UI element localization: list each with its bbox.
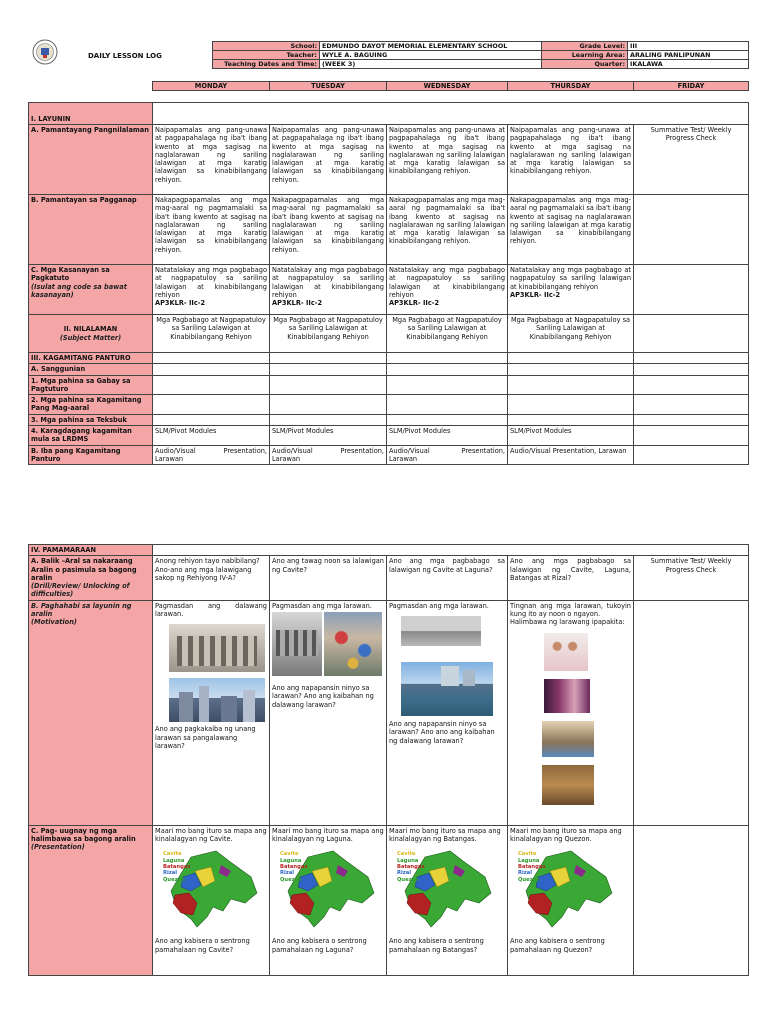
calabarzon-map-monday: [155, 847, 267, 933]
presentation-thursday-prompt: Maari mo bang ituro sa mapa ang kinalalagyan ng Quezon.: [510, 826, 622, 844]
motivation-monday: [153, 600, 270, 825]
lrdms-wednesday: SLM/Pivot Modules: [387, 426, 508, 446]
kasanayan-label: C. Mga Kasanayan sa Pagkatuto (Isulat ang code sa bawat kasanayan): [29, 265, 153, 315]
map-legend-item: Cavite: [163, 851, 182, 858]
tb-fri: [634, 414, 749, 425]
lrdms-label: 4. Karagdagang kagamitan mula sa LRDMS: [29, 426, 153, 446]
motivation-friday: [634, 600, 749, 825]
presentation-monday-prompt: Maari mo bang ituro sa mapa ang kinalalagyan ng Cavite.: [155, 826, 267, 844]
tb-thu: [508, 414, 634, 425]
grade-label: Grade Level:: [542, 42, 628, 51]
gabay-wed: [387, 375, 508, 395]
map-legend-item: Cavite: [280, 851, 299, 858]
presentation-monday: [153, 825, 270, 975]
km-wed: [387, 395, 508, 415]
sanggunian-thu: [508, 364, 634, 375]
presentation-wednesday: [387, 825, 508, 975]
motivation-thursday: [508, 600, 634, 825]
modern-city-photo: [169, 678, 265, 722]
tb-mon: [153, 414, 270, 425]
day-wednesday: WEDNESDAY: [387, 82, 508, 91]
procedure-table: [28, 544, 749, 976]
gabay-tue: [270, 375, 387, 395]
gabay-label: 1. Mga pahina sa Gabay sa Pagtuturo: [29, 375, 153, 395]
lrdms-tuesday: SLM/Pivot Modules: [270, 426, 387, 446]
motivation-tuesday-question: Ano ang napapansin ninyo sa larawan? Ano ang kaibahan ng dalawang larawan?: [272, 684, 374, 709]
balik-aral-monday: Anong rehiyon tayo nabibilang? Ano-ano ang mga lalawigang sakop ng Rehiyong IV-A?: [153, 556, 270, 600]
c-friday: [634, 265, 749, 315]
map-legend-item: Batangas: [280, 863, 308, 870]
map-legend: [518, 851, 545, 882]
day-tuesday: TUESDAY: [270, 82, 387, 91]
motivation-thursday-example: Halimbawa ng larawang ipapakita:: [510, 618, 625, 627]
day-friday: FRIDAY: [634, 82, 749, 91]
tb-wed: [387, 414, 508, 425]
presentation-monday-question: Ano ang kabisera o sentrong pamahalaan ng Cavite?: [155, 937, 250, 954]
nilalaman-tuesday: Mga Pagbabago at Nagpapatuloy sa Sariling Lalawigan at Kinabibilangang Rehiyon: [270, 315, 387, 353]
teksbuk-label: 3. Mga pahina sa Teksbuk: [29, 414, 153, 425]
gabay-mon: [153, 375, 270, 395]
calabarzon-map-wednesday: [389, 847, 505, 933]
map-legend: [280, 851, 307, 882]
av-monday: Audio/Visual Presentation, Larawan: [153, 445, 270, 465]
map-legend-item: Laguna: [518, 857, 540, 864]
presentation-wednesday-prompt: Maari mo bang ituro sa mapa ang kinalalagyan ng Batangas.: [389, 826, 501, 844]
dates-label: Teaching Dates and Time:: [213, 60, 320, 69]
map-legend-item: Laguna: [163, 857, 185, 864]
grade-value: III: [628, 42, 749, 51]
lrdms-thursday: SLM/Pivot Modules: [508, 426, 634, 446]
deped-seal: [32, 39, 58, 65]
kagamitan-fri: [634, 353, 749, 364]
pamantayan-sa-pagganap-label: B. Pamantayan sa Pagganap: [29, 195, 153, 265]
dates-value: (WEEK 3): [320, 60, 542, 69]
balik-aral-wednesday: Ano ang mga pagbabago sa lalawigan ng Cavite at Laguna?: [387, 556, 508, 600]
b-tuesday: Nakapagpapamalas ang mga mag-aaral ng pagmamalaki sa iba't ibang kwento at sagisag na naglalarawan ng sariling lalawigan at mga karatig lalawigan sa kinabibilangang rehiyon.: [270, 195, 387, 265]
nilalaman-label: II. NILALAMAN (Subject Matter): [29, 315, 153, 353]
a-tuesday: Naipapamalas ang pang-unawa at pagpapahalaga ng iba't ibang kwento at mga sagisag na naglalarawan ng sariling lalawigan at mga karatig lalawigan sa kinabibilangang rehiyon.: [270, 125, 387, 195]
motivation-monday-prompt: Pagmasdan ang dalawang larawan.: [155, 601, 267, 619]
day-header-row: [152, 81, 749, 91]
school-value: EDMUNDO DAYOT MEMORIAL ELEMENTARY SCHOOL: [320, 42, 542, 51]
calabarzon-map-thursday: [510, 847, 631, 933]
nilalaman-thursday: Mga Pagbabago at Nagpapatuloy sa Sariling Lalawigan at Kinabibilangang Rehiyon: [508, 315, 634, 353]
layunin-heading: I. LAYUNIN: [29, 103, 153, 125]
kagamitan-wed: [387, 353, 508, 364]
motivation-wednesday-question: Ano ang napapansin ninyo sa larawan? Ano ano ang kaibahan ng dalawang larawan?: [389, 720, 495, 745]
presentation-thursday-question: Ano ang kabisera o sentrong pamahalaan ng Quezon?: [510, 937, 605, 954]
objectives-table: [28, 102, 749, 465]
pag-uugnay-label: C. Pag- uugnay ng mga halimbawa sa bagong aralin (Presentation): [29, 825, 153, 975]
av-tuesday: Audio/Visual Presentation, Larawan: [270, 445, 387, 465]
a-thursday: Naipapamalas ang pang-unawa at pagpapahalaga ng iba't ibang kwento at mga sagisag na naglalarawan ng sariling lalawigan at mga karatig lalawigan sa kinabibilangang rehiyon.: [508, 125, 634, 195]
sanggunian-tue: [270, 364, 387, 375]
map-legend-item: Batangas: [397, 863, 425, 870]
kagamitan-label: III. KAGAMITANG PANTURO: [29, 353, 153, 364]
map-legend-item: Quezon: [280, 876, 302, 883]
balik-aral-label: A. Balik –Aral sa nakaraang Aralin o pasimula sa bagong aralin (Drill/Review/ Unlocking of difficulties): [29, 556, 153, 600]
kagamitan-thu: [508, 353, 634, 364]
daily-lesson-log-title: DAILY LESSON LOG: [88, 52, 162, 60]
b-wednesday: Nakapagpapamalas ang mga mag-aaral ng pagmamalaki sa iba't ibang kwento at sagisag na naglalarawan ng sariling lalawigan at mga karatig lalawigan sa kinabibilangang rehiyon.: [387, 195, 508, 265]
motivation-thursday-prompt: Tingnan ang mga larawan, tukoyin kung ito ay noon o ngayon.: [510, 601, 631, 619]
old-river-photo: [401, 616, 481, 646]
av-wednesday: Audio/Visual Presentation, Larawan: [387, 445, 508, 465]
gabay-thu: [508, 375, 634, 395]
map-legend-item: Cavite: [518, 851, 537, 858]
map-legend-item: Rizal: [397, 870, 412, 877]
pamantayang-pangnilalaman-label: A. Pamantayang Pangnilalaman: [29, 125, 153, 195]
km-fri: [634, 395, 749, 415]
motivation-wednesday: [387, 600, 508, 825]
b-monday: Nakapagpapamalas ang mga mag-aaral ng pagmamalaki sa iba't ibang kwento at sagisag na naglalarawan ng sariling lalawigan at mga karatig lalawigan sa kinabibilangang rehiyon.: [153, 195, 270, 265]
map-legend-item: Rizal: [280, 870, 295, 877]
area-label: Learning Area:: [542, 51, 628, 60]
layunin-blank: [153, 103, 749, 125]
c-tuesday: Natatalakay ang mga pagbabago at nagpapatuloy sa sariling lalawigan at kinabibilangang rehiyon AP3KLR- IIc-2: [270, 265, 387, 315]
school-label: School:: [213, 42, 320, 51]
presentation-wednesday-question: Ano ang kabisera o sentrong pamahalaan ng Batangas?: [389, 937, 484, 954]
quarter-value: IKALAWA: [628, 60, 749, 69]
old-classroom-photo: [542, 765, 594, 805]
a-monday: Naipapamalas ang pang-unawa at pagpapahalaga ng iba't ibang kwento at mga sagisag na naglalarawan ng sariling lalawigan at mga karatig lalawigan sa kinabibilangang rehiyon.: [153, 125, 270, 195]
classroom-photo: [542, 721, 594, 757]
gabay-fri: [634, 375, 749, 395]
map-legend-item: Batangas: [163, 863, 191, 870]
sanggunian-fri: [634, 364, 749, 375]
map-legend: [163, 851, 190, 882]
paghahabi-label: B. Paghahabi sa layunin ng aralin (Motivation): [29, 600, 153, 825]
iba-pang-kagamitan-label: B. Iba pang Kagamitang Panturo: [29, 445, 153, 465]
map-legend-item: Cavite: [397, 851, 416, 858]
teacher-value: WYLE A. BAGUING: [320, 51, 542, 60]
sanggunian-mon: [153, 364, 270, 375]
map-legend-item: Quezon: [163, 876, 185, 883]
nilalaman-monday: Mga Pagbabago at Nagpapatuloy sa Sariling Lalawigan at Kinabibilangang Rehiyon: [153, 315, 270, 353]
nilalaman-wednesday: Mga Pagbabago at Nagpapatuloy sa Sariling Lalawigan at Kinabibilangang Rehiyon: [387, 315, 508, 353]
header-table: [212, 41, 749, 69]
presentation-tuesday-question: Ano ang kabisera o sentrong pamahalaan ng Laguna?: [272, 937, 367, 954]
presentation-tuesday-prompt: Maari mo bang ituro sa mapa ang kinalalagyan ng Laguna.: [272, 826, 384, 844]
costume-photo: [544, 633, 588, 671]
map-legend-item: Quezon: [518, 876, 540, 883]
map-legend-item: Batangas: [518, 863, 546, 870]
km-tue: [270, 395, 387, 415]
kagamitan-mon: [153, 353, 270, 364]
b-friday: [634, 195, 749, 265]
a-wednesday: Naipapamalas ang pang-unawa at pagpapahalaga ng iba't ibang kwento at mga sagisag na naglalarawan ng sariling lalawigan at mga karatig lalawigan sa kinabibilangang rehiyon.: [387, 125, 508, 195]
quarter-label: Quarter:: [542, 60, 628, 69]
dancers-photo: [544, 679, 590, 713]
day-thursday: THURSDAY: [508, 82, 634, 91]
map-legend-item: Laguna: [397, 857, 419, 864]
km-thu: [508, 395, 634, 415]
map-legend: [397, 851, 424, 882]
area-value: ARALING PANLIPUNAN: [628, 51, 749, 60]
modern-river-photo: [401, 662, 493, 716]
old-street-photo: [272, 612, 322, 676]
map-legend-item: Laguna: [280, 857, 302, 864]
pamamaraan-heading: IV. PAMAMARAAN: [29, 545, 153, 556]
pamamaraan-blank: [153, 545, 749, 556]
b-thursday: Nakapagpapamalas ang mga mag-aaral ng pagmamalaki sa iba't ibang kwento at sagisag na naglalarawan ng sariling lalawigan at mga karatig lalawigan sa kinabibilangang rehiyon.: [508, 195, 634, 265]
tb-tue: [270, 414, 387, 425]
map-legend-item: Quezon: [397, 876, 419, 883]
sanggunian-label: A. Sanggunian: [29, 364, 153, 375]
balik-aral-thursday: Ano ang mga pagbabago sa lalawigan ng Cavite, Laguna, Batangas at Rizal?: [508, 556, 634, 600]
balik-aral-friday: Summative Test/ Weekly Progress Check: [634, 556, 749, 600]
kagamitan-tue: [270, 353, 387, 364]
sanggunian-wed: [387, 364, 508, 375]
nilalaman-friday: [634, 315, 749, 353]
av-thursday: Audio/Visual Presentation, Larawan: [508, 445, 634, 465]
teacher-label: Teacher:: [213, 51, 320, 60]
presentation-thursday: [508, 825, 634, 975]
lrdms-fri: [634, 426, 749, 446]
lrdms-monday: SLM/Pivot Modules: [153, 426, 270, 446]
a-friday: Summative Test/ Weekly Progress Check: [634, 125, 749, 195]
balik-aral-tuesday: Ano ang tawag noon sa lalawigan ng Cavite?: [270, 556, 387, 600]
c-wednesday: Natatalakay ang mga pagbabago at nagpapatuloy sa sariling lalawigan at kinabibilangang rehiyon AP3KLR- IIc-2: [387, 265, 508, 315]
motivation-tuesday-prompt: Pagmasdan ang mga larawan.: [272, 601, 372, 610]
c-monday: Natatalakay ang mga pagbabago at nagpapatuloy sa sariling lalawigan at kinabibilangang rehiyon AP3KLR- IIc-2: [153, 265, 270, 315]
presentation-tuesday: [270, 825, 387, 975]
km-mon: [153, 395, 270, 415]
motivation-wednesday-prompt: Pagmasdan ang mga larawan.: [389, 601, 489, 610]
calabarzon-map-tuesday: [272, 847, 384, 933]
kagamitang-pang-mag-aaral-label: 2. Mga pahina sa Kagamitang Pang Mag-aaral: [29, 395, 153, 415]
motivation-tuesday: [270, 600, 387, 825]
crowded-street-photo: [324, 612, 382, 676]
motivation-monday-question: Ano ang pagkakaiba ng unang larawan sa pangalawang larawan?: [155, 725, 256, 750]
presentation-friday: [634, 825, 749, 975]
av-fri: [634, 445, 749, 465]
old-building-photo: [169, 624, 265, 672]
day-monday: MONDAY: [153, 82, 270, 91]
map-legend-item: Rizal: [163, 870, 178, 877]
map-legend-item: Rizal: [518, 870, 533, 877]
c-thursday: Natatalakay ang mga pagbabago at nagpapatuloy sa sariling lalawigan at kinabibilangang rehiyon AP3KLR- IIc-2: [508, 265, 634, 315]
